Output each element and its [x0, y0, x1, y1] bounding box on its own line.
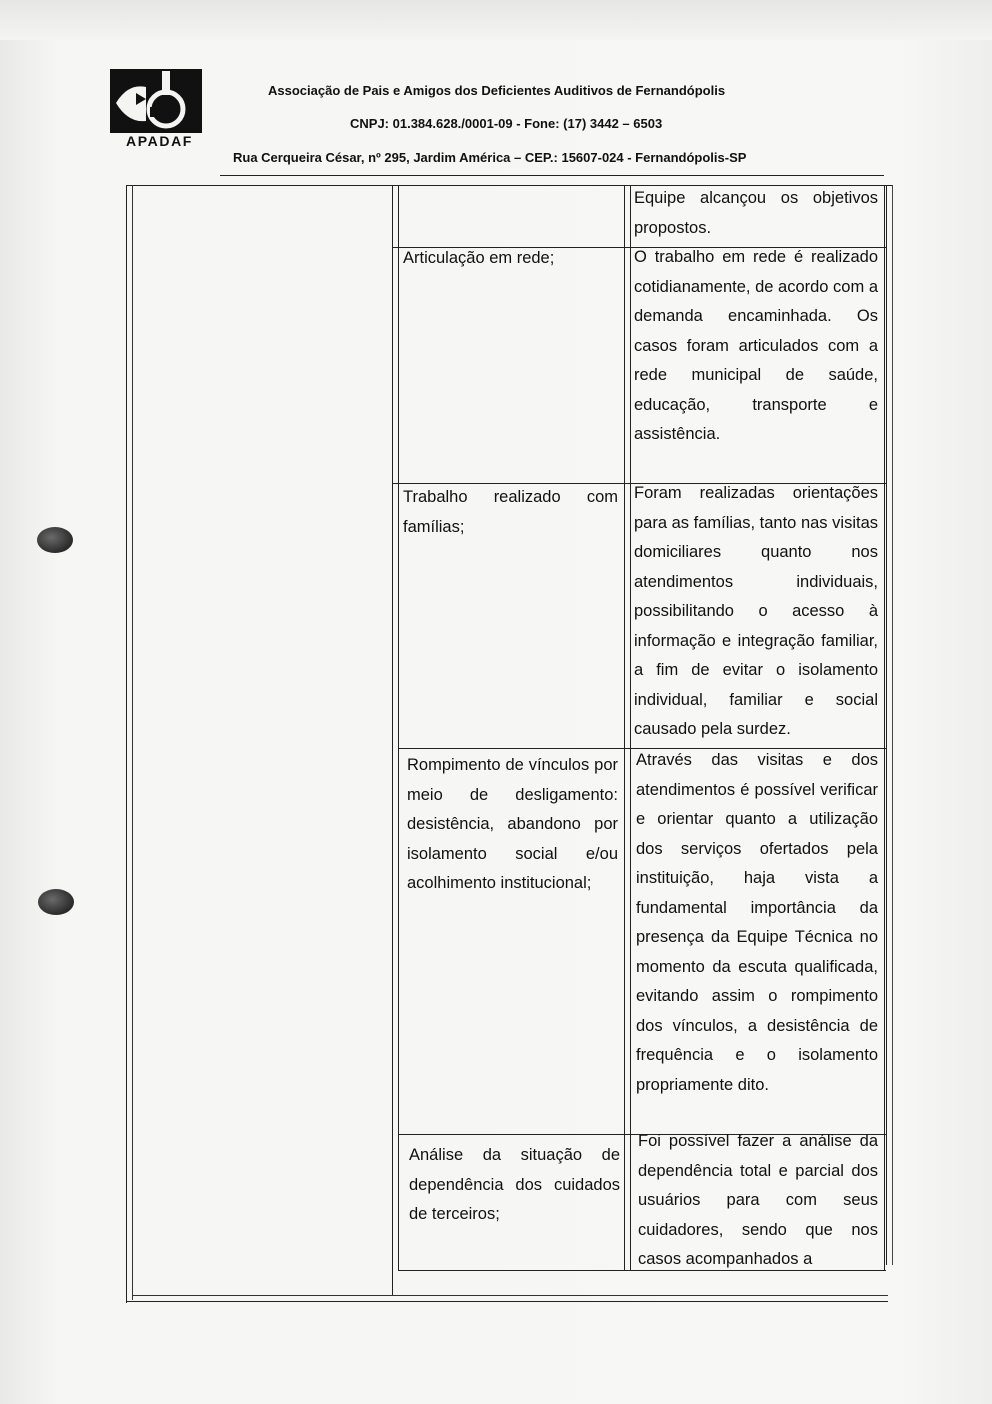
address: Rua Cerqueira César, nº 295, Jardim América – CEP.: 15607-024 - Fernandópolis-SP — [233, 150, 747, 165]
column-divider — [884, 185, 885, 1270]
table-row-0-result: Equipe alcançou os objetivos propostos. — [634, 189, 878, 237]
table-border — [132, 185, 133, 1300]
table-border — [886, 185, 887, 1265]
punch-hole — [37, 527, 73, 553]
scan-edge — [0, 0, 992, 40]
cnpj-phone: CNPJ: 01.384.628./0001-09 - Fone: (17) 3442 – 6503 — [350, 116, 663, 131]
table-border — [126, 1301, 888, 1302]
column-divider — [398, 185, 399, 1270]
table-row-1-criterion: Articulação em rede; — [403, 249, 555, 267]
table-row-1-result: O trabalho em rede é realizado cotidianamente, de acordo com a demanda encaminhada. Os casos foram articulados com a rede municipal de saúde, educação, transporte e assistência. — [634, 248, 878, 443]
table-row-2-criterion: Trabalho realizado com famílias; — [403, 488, 618, 536]
table-border — [132, 1295, 888, 1296]
table-row-4-criterion: Análise da situação de dependência dos cuidados de terceiros; — [409, 1146, 620, 1223]
column-divider — [392, 185, 393, 1295]
header-divider — [220, 175, 884, 176]
table-row-3-criterion: Rompimento de vínculos por meio de desligamento: desistência, abandono por isolamento social e/ou acolhimento institucional; — [407, 756, 618, 892]
table-border — [126, 185, 127, 1303]
column-divider — [630, 185, 631, 1270]
table-row-3-result: Através das visitas e dos atendimentos é possível verificar e orientar quanto a utilização dos serviços ofertados pela instituição, haja vista a fundamental importância da presença da Equipe Técnica no momento da escuta qualificada, evitando assim o rompimento dos vínculos, a desistência de frequência e o isolamento propriamente dito. — [636, 751, 878, 1094]
column-divider — [624, 185, 625, 1270]
table-border — [892, 185, 893, 1265]
table-row-2-result: Foram realizadas orientações para as famílias, tanto nas visitas domiciliares quanto nos atendimentos individuais, possibilitando o acesso à informação e integração familiar, a fim de evitar o isolamento individual, familiar e social causado pela surdez. — [634, 484, 878, 738]
logo-wordmark: APADAF — [126, 133, 193, 149]
organization-name: Associação de Pais e Amigos dos Deficientes Auditivos de Fernandópolis — [268, 83, 726, 98]
punch-hole — [38, 889, 74, 915]
table-row-4-result: Foi possível fazer a análise da dependência total e parcial dos usuários para com seus cuidadores, sendo que nos casos acompanhados a — [638, 1132, 878, 1268]
